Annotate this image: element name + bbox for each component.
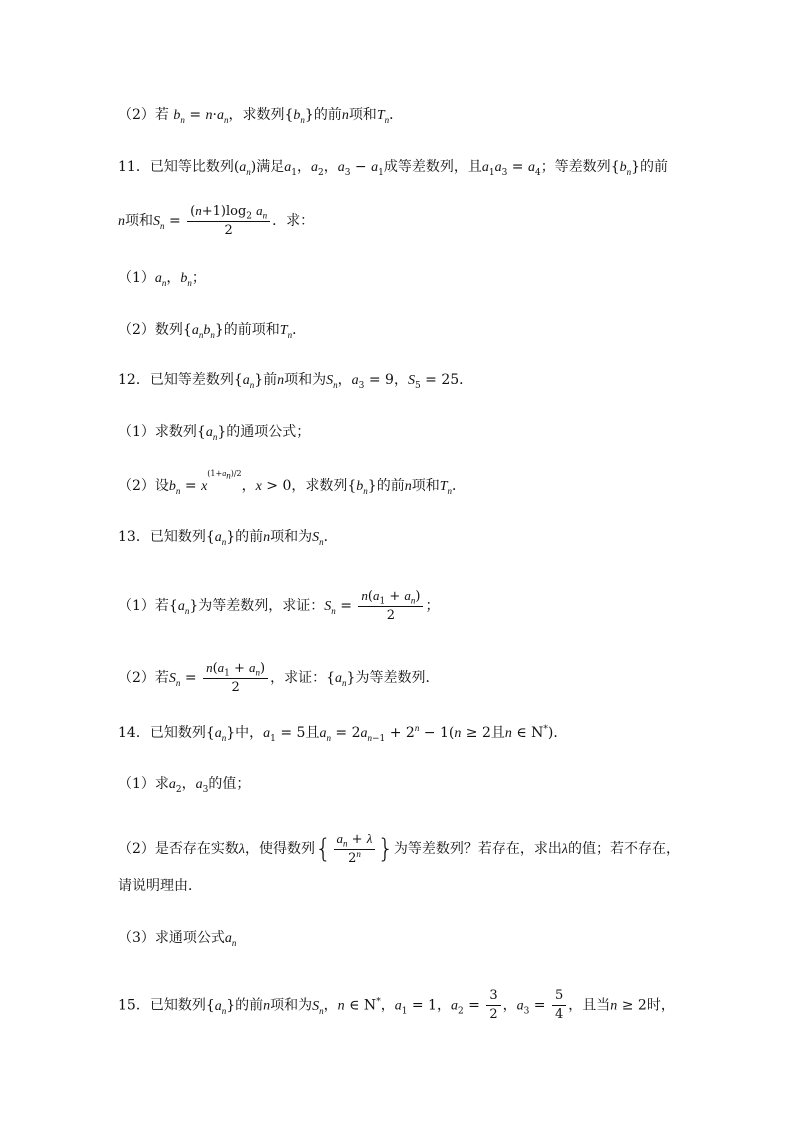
question-14-part-1: （1）求$a_2$，$a_3$的值； (118, 776, 251, 795)
question-11-part-2: （2）数列$\{a_nb_n\}$的前项和$T_n$． (118, 322, 307, 340)
question-15: 15．已知数列$\{a_n\}$的前n项和为$S_n$，n ∈ N*，$a_1 = 1$，$a_2$ = $\frac{3}{2}$ ，$a_3$ = $\frac{5}{4}$ ，且当n ≥ 2时， (118, 988, 675, 1022)
question-14: 14．已知数列$\{a_n\}$中，$a_1 = 5$且$a_n = 2a_{n-1} + 2^n - 1(n \ge 2$且n ∈ N*)． (118, 723, 568, 744)
question-14-part-2-cont: 请说明理由． (118, 878, 202, 894)
question-12-part-1: （1）求数列$\{a_n\}$的通项公式； (118, 424, 311, 442)
question-11-sum: n项和$S_n$ = $\frac{(n+1)\log_2 a_n}{2}$ ．求： (118, 203, 315, 238)
question-14-part-3: （3）求通项公式$a_n$ (118, 930, 237, 948)
question-10-part-2: （2）若 $b_n = n\cdot a_n$，求数列$\{b_n\}$的前n项和$T_n$． (118, 107, 404, 125)
question-12: 12．已知等差数列$\{a_n\}$前n项和为$S_n$，$a_3 = 9$，$S_5 = 25$． (118, 372, 474, 391)
question-13-part-1: （1）若$\{a_n\}$为等差数列，求证：$S_n$ = $\frac{n(a_1 + a_n)}{2}$ ； (118, 588, 440, 623)
question-11-part-1: $(1)a_n$，$b_n$； (118, 270, 206, 288)
question-11: 11．已知等比数列$(a_n)$满足$a_1$，$a_2$，$a_3 - a_1$成等差数列，且$a_1a_3 = a_4$；等差数列$\{b_n\}$的前 (118, 159, 669, 178)
question-13: 13．已知数列$\{a_n\}$的前n项和为$S_n$． (118, 529, 338, 547)
question-13-part-2: （2）若$S_n$ = $\frac{n(a_1 + a_n)}{2}$ ，求证：$\{a_n\}$为等差数列． (118, 660, 440, 695)
question-12-part-2: （2）设$b_n = x^{(1+a_n)/2}$，x > 0，求数列$\{b_n\}$的前n项和$T_n$． (118, 469, 467, 496)
question-14-part-2: （2）是否存在实数λ，使得数列{ $\frac{a_n + \lambda}{2^n}$ }为等差数列？若存在，求出λ的值；若不存在， (118, 831, 680, 866)
